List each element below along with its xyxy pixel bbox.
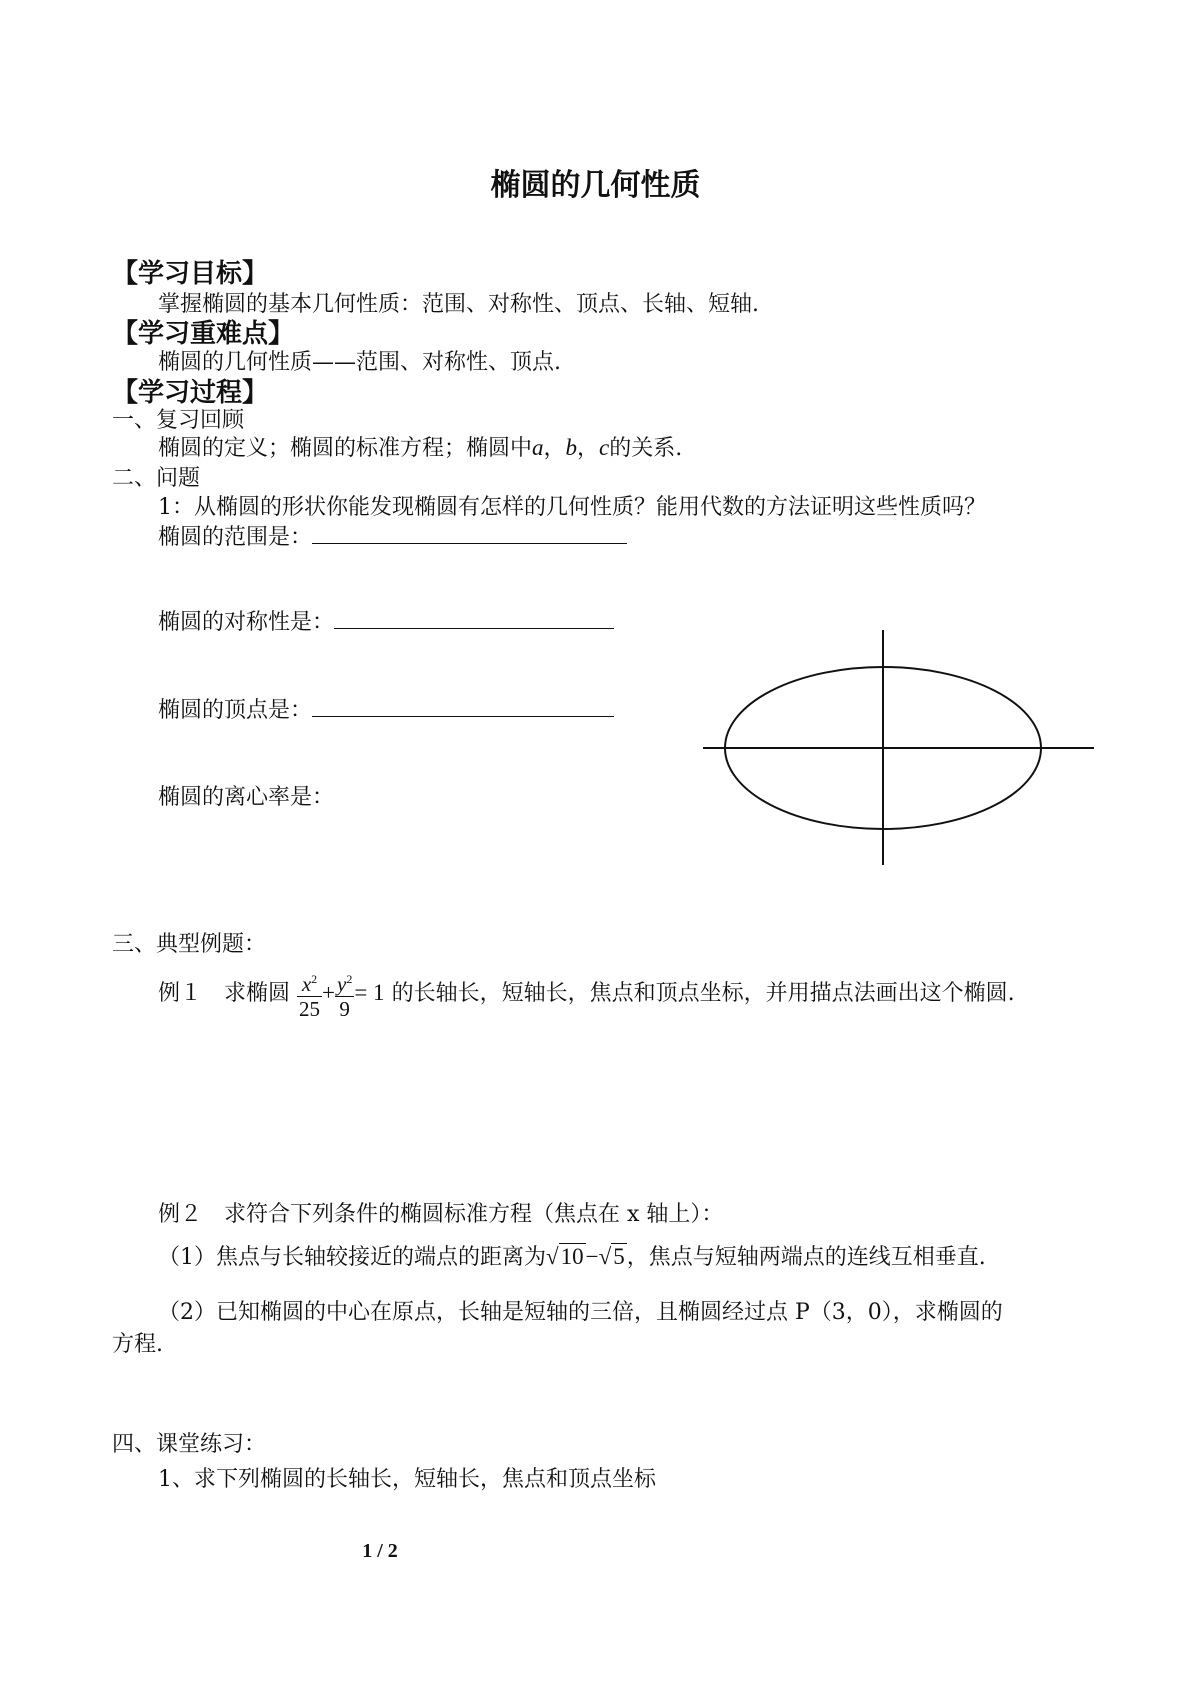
review-text-b: 的关系. bbox=[609, 436, 683, 461]
range-label: 椭圆的范围是： bbox=[158, 525, 313, 550]
fraction-y bbox=[335, 967, 354, 1021]
ex2-item-1 bbox=[158, 1240, 986, 1271]
examples-label: 三、典型例题： bbox=[112, 932, 267, 957]
page-title: 椭圆的几何性质 bbox=[490, 168, 701, 203]
ex1-x: x bbox=[301, 972, 312, 996]
problem-question: 1：从椭圆的形状你能发现椭圆有怎样的几何性质？能用代数的方法证明这些性质吗？ bbox=[158, 495, 986, 520]
practice-label: 四、课堂练习： bbox=[112, 1432, 267, 1457]
example-1 bbox=[158, 967, 1015, 1021]
ex1-exp-y: 2 bbox=[346, 972, 353, 986]
ex1-y: y bbox=[337, 972, 347, 996]
vertex-label: 椭圆的顶点是： bbox=[158, 698, 313, 723]
symmetry-label: 椭圆的对称性是： bbox=[158, 610, 335, 635]
symmetry-blank bbox=[334, 608, 614, 629]
ex1-eq: = 1 bbox=[354, 980, 385, 1005]
range-blank bbox=[312, 523, 627, 544]
vertex-blank bbox=[312, 696, 614, 717]
ex2-label: 例２ 求符合下列条件的椭圆标准方程（焦点在 x 轴上）： bbox=[158, 1202, 724, 1227]
objectives-text: 掌握椭圆的基本几何性质：范围、对称性、顶点、长轴、短轴. bbox=[158, 292, 759, 317]
ex1-exp-x: 2 bbox=[311, 972, 318, 986]
key-points-heading: 【学习重难点】 bbox=[112, 319, 295, 349]
vertex-row bbox=[158, 693, 614, 724]
page-number: 1 / 2 bbox=[362, 1540, 398, 1562]
ex1-den2: 9 bbox=[339, 997, 350, 1021]
ex1-den1: 25 bbox=[299, 997, 321, 1021]
eccentricity-label: 椭圆的离心率是： bbox=[158, 785, 335, 810]
range-row bbox=[158, 520, 627, 551]
var-a: a bbox=[532, 435, 544, 460]
ellipse-figure bbox=[700, 625, 1100, 865]
ex1-label: 例１ 求椭圆 bbox=[158, 981, 291, 1006]
sqrt-5: √5 bbox=[598, 1244, 625, 1269]
objectives-heading: 【学习目标】 bbox=[112, 259, 269, 289]
practice-item-1: 1、求下列椭圆的长轴长，短轴长，焦点和顶点坐标 bbox=[158, 1467, 656, 1492]
ex2-1b: ，焦点与短轴两端点的连线互相垂直. bbox=[626, 1245, 986, 1270]
review-text bbox=[158, 431, 682, 462]
sep-2: ， bbox=[577, 436, 600, 461]
process-heading: 【学习过程】 bbox=[112, 378, 269, 408]
fraction-x bbox=[297, 967, 322, 1021]
var-b: b bbox=[565, 435, 578, 460]
symmetry-row bbox=[158, 605, 614, 636]
problem-label: 二、问题 bbox=[112, 466, 201, 491]
sqrt-10: √10 bbox=[546, 1244, 584, 1269]
ex1-plus: + bbox=[322, 980, 335, 1005]
ex2-1a: （1）焦点与长轴较接近的端点的距离为 bbox=[158, 1245, 546, 1270]
ex2-item-2-cont: 方程. bbox=[112, 1332, 163, 1357]
ex1-text: 的长轴长，短轴长，焦点和顶点坐标，并用描点法画出这个椭圆. bbox=[391, 981, 1015, 1006]
review-label: 一、复习回顾 bbox=[112, 408, 245, 433]
ex2-item-2: （2）已知椭圆的中心在原点，长轴是短轴的三倍，且椭圆经过点 P（3，0），求椭圆的 bbox=[158, 1300, 1003, 1325]
key-points-text: 椭圆的几何性质——范围、对称性、顶点. bbox=[158, 350, 561, 375]
sep-1: ， bbox=[543, 436, 566, 461]
review-text-a: 椭圆的定义；椭圆的标准方程；椭圆中 bbox=[158, 436, 533, 461]
var-c: c bbox=[599, 435, 610, 460]
ex2-minus: − bbox=[585, 1244, 599, 1269]
